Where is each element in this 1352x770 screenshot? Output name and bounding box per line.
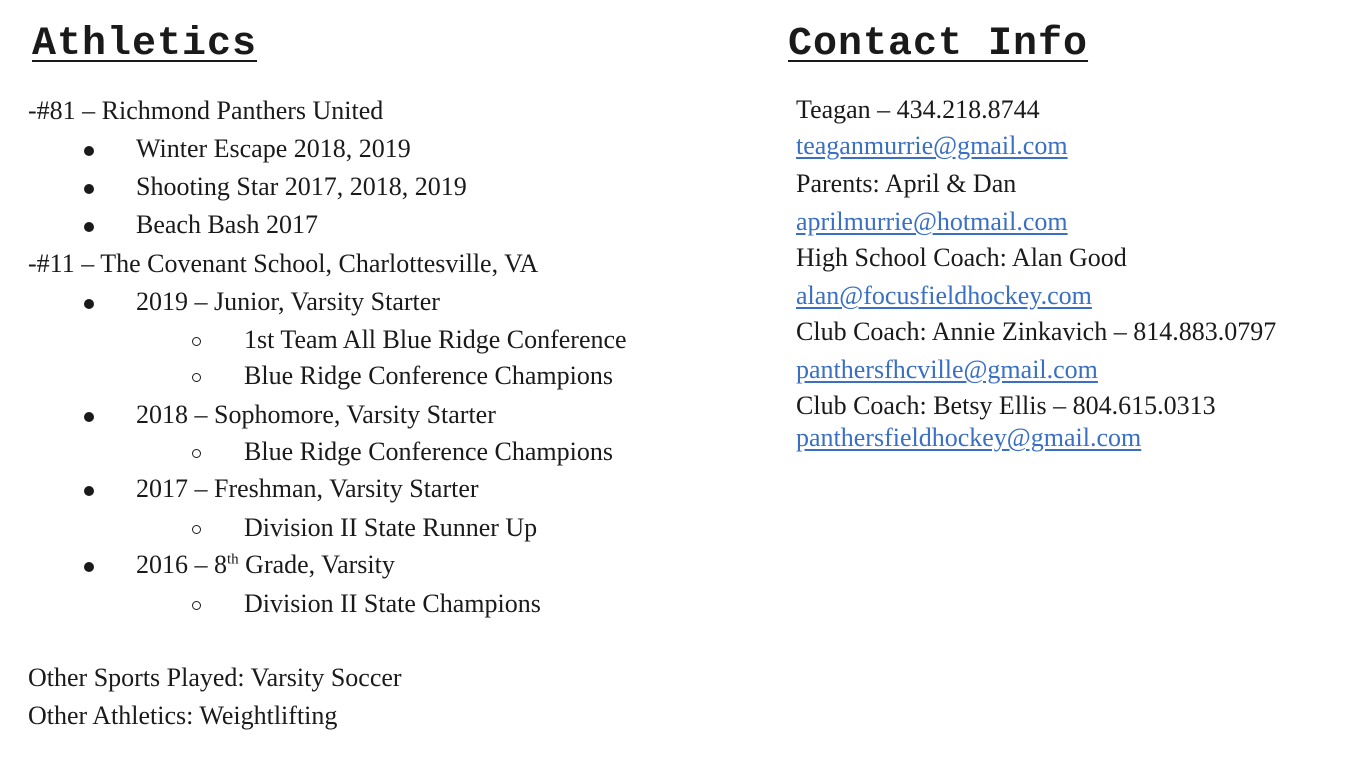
circle-bullet-icon	[192, 525, 201, 534]
list-item-text: 2016 – 8	[136, 550, 227, 579]
list-item: Beach Bash 2017	[136, 210, 318, 239]
sub-list-item: Division II State Champions	[244, 589, 541, 618]
athletics-heading: Athletics	[32, 22, 258, 67]
email-link-panthersfhcville[interactable]: panthersfhcville@gmail.com	[796, 355, 1098, 384]
email-link-teagan[interactable]: teaganmurrie@gmail.com	[796, 131, 1068, 160]
email-link-panthersfieldhockey[interactable]: panthersfieldhockey@gmail.com	[796, 423, 1142, 452]
bullet-icon	[84, 412, 94, 422]
contact-hs-coach: High School Coach: Alan Good	[796, 243, 1127, 272]
other-sports: Other Sports Played: Varsity Soccer	[28, 663, 402, 692]
bullet-icon	[84, 299, 94, 309]
bullet-icon	[84, 222, 94, 232]
circle-bullet-icon	[192, 373, 201, 382]
team-label-covenant: -#11 – The Covenant School, Charlottesville, VA	[28, 249, 539, 278]
team-label-panthers: -#81 – Richmond Panthers United	[28, 96, 384, 125]
contact-club-coach-betsy: Club Coach: Betsy Ellis – 804.615.0313	[796, 391, 1216, 420]
bullet-icon	[84, 486, 94, 496]
list-item: 2018 – Sophomore, Varsity Starter	[136, 400, 496, 429]
sub-list-item: 1st Team All Blue Ridge Conference	[244, 325, 627, 354]
list-item: 2017 – Freshman, Varsity Starter	[136, 474, 479, 503]
contact-club-coach-annie: Club Coach: Annie Zinkavich – 814.883.0797	[796, 317, 1277, 346]
contact-heading: Contact Info	[788, 22, 1089, 67]
list-item: Winter Escape 2018, 2019	[136, 134, 411, 163]
bullet-icon	[84, 146, 94, 156]
sub-list-item: Blue Ridge Conference Champions	[244, 437, 613, 466]
ordinal-suffix: th	[227, 551, 239, 568]
list-item	[136, 550, 395, 580]
other-athletics: Other Athletics: Weightlifting	[28, 701, 338, 730]
list-item: Shooting Star 2017, 2018, 2019	[136, 172, 467, 201]
circle-bullet-icon	[192, 601, 201, 610]
bullet-icon	[84, 562, 94, 572]
list-item-text: Grade, Varsity	[238, 550, 395, 579]
contact-parents: Parents: April & Dan	[796, 169, 1017, 198]
circle-bullet-icon	[192, 449, 201, 458]
email-link-alan[interactable]: alan@focusfieldhockey.com	[796, 281, 1092, 310]
list-item: 2019 – Junior, Varsity Starter	[136, 287, 440, 316]
circle-bullet-icon	[192, 337, 201, 346]
contact-phone-teagan: Teagan – 434.218.8744	[796, 95, 1040, 124]
bullet-icon	[84, 184, 94, 194]
sub-list-item: Blue Ridge Conference Champions	[244, 361, 613, 390]
sub-list-item: Division II State Runner Up	[244, 513, 538, 542]
email-link-april[interactable]: aprilmurrie@hotmail.com	[796, 207, 1068, 236]
